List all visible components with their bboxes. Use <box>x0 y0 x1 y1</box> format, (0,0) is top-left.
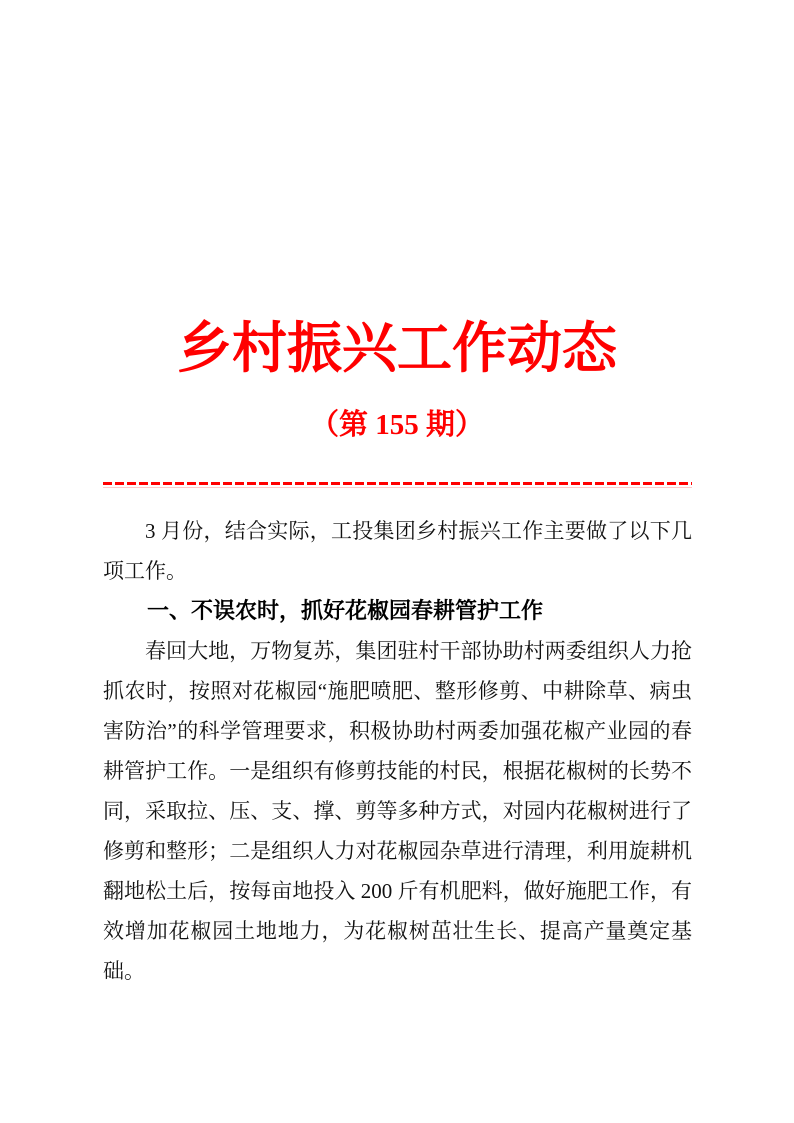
section-1-body: 春回大地，万物复苏，集团驻村干部协助村两委组织人力抢抓农时，按照对花椒园“施肥喷肥、整形修剪、中耕除草、病虫害防治”的科学管理要求，积极协助村两委加强花椒产业园的春耕管护工作。一是组织有修剪技能的村民，根据花椒树的长势不同，采取拉、压、支、撑、剪等多种方式，对园内花椒树进行了修剪和整形；二是组织人力对花椒园杂草进行清理，利用旋耕机翻地松土后，按每亩地投入 200 斤有机肥料，做好施肥工作，有效增加花椒园土地地力，为花椒树茁壮生长、提高产量奠定基础。 <box>103 639 692 983</box>
red-dashed-divider <box>103 482 692 488</box>
divider-dash-line <box>103 482 692 485</box>
section-1-heading: 一、不误农时，抓好花椒园春耕管护工作 <box>147 598 544 623</box>
issue-number: （第 155 期） <box>309 409 484 441</box>
page-title: 乡村振兴工作动态 <box>176 318 617 379</box>
divider-underline <box>103 487 692 488</box>
intro-paragraph: 3 月份，结合实际，工投集团乡村振兴工作主要做了以下几项工作。 <box>103 519 692 583</box>
document-body <box>103 511 692 991</box>
